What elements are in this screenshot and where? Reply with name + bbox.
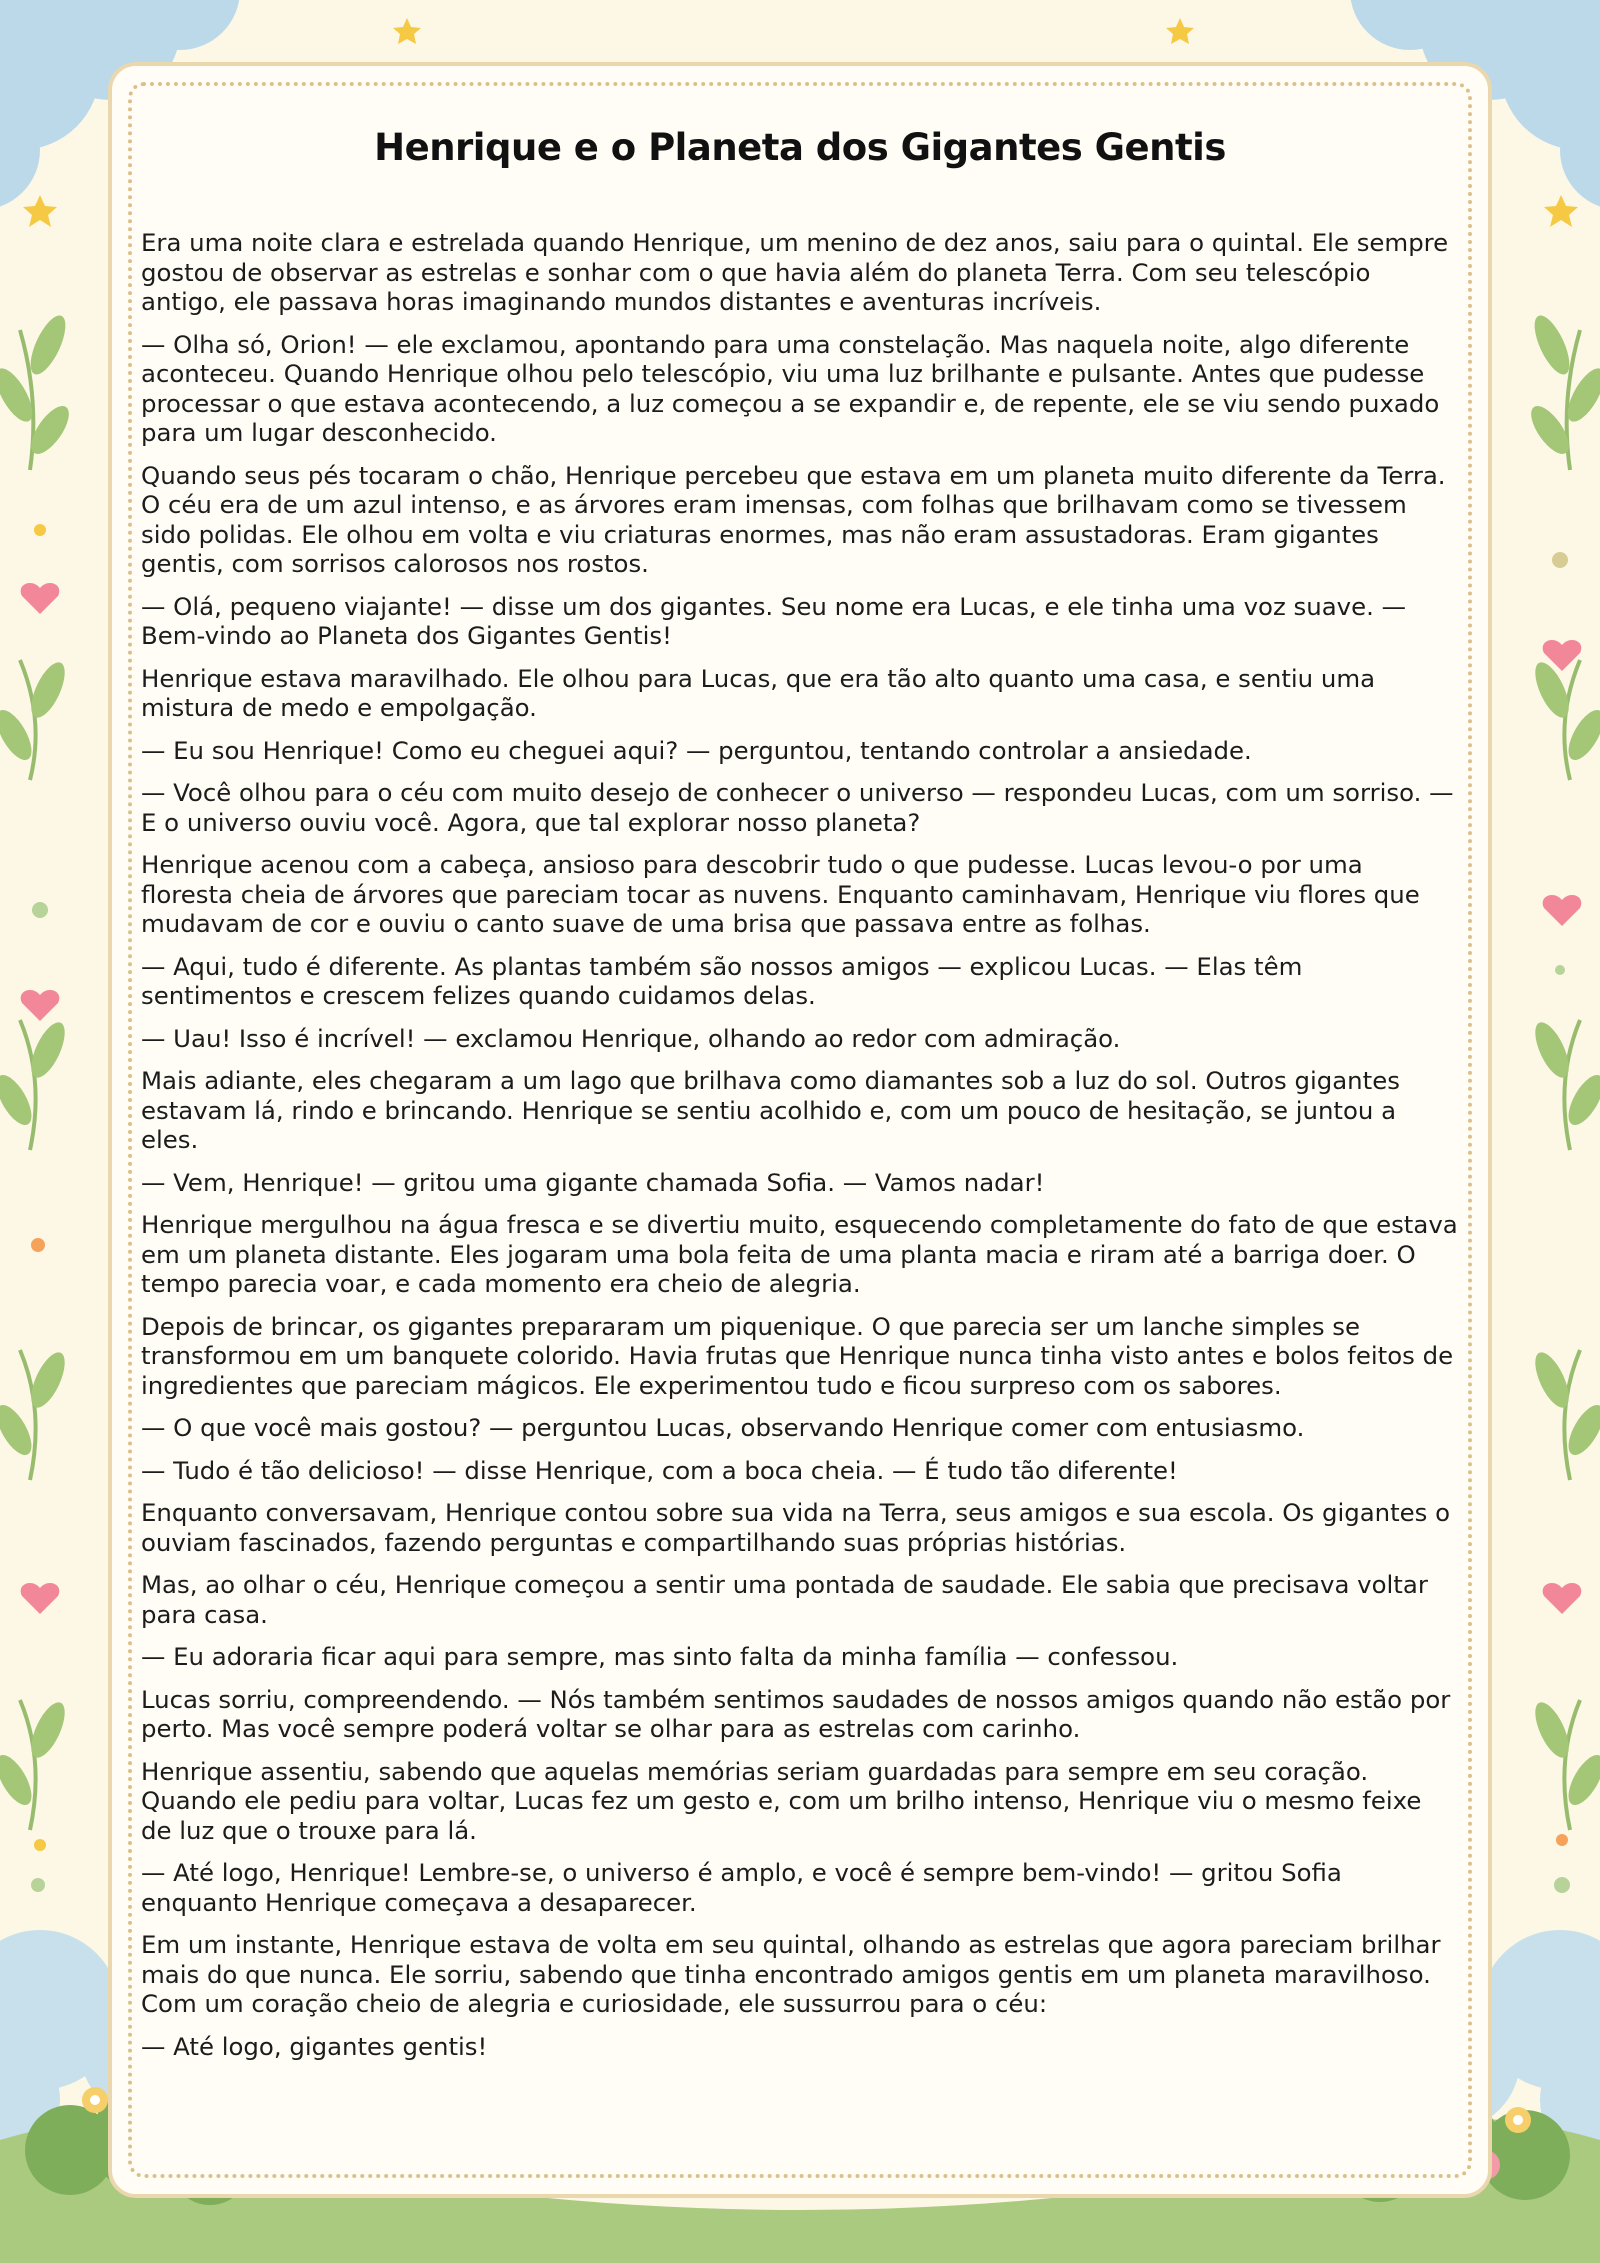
story-paragraph: Henrique estava maravilhado. Ele olhou para Lucas, que era tão alto quanto uma casa, e sentiu uma mistura de medo e empolgação.: [141, 663, 1376, 722]
story-paragraph: — Uau! Isso é incrível! — exclamou Henrique, olhando ao redor com admiração.: [141, 1023, 1121, 1053]
story-paragraph: Mas, ao olhar o céu, Henrique começou a sentir uma pontada de saudade. Ele sabia que precisava voltar para casa.: [141, 1570, 1428, 1629]
story-paragraph: — Vem, Henrique! — gritou uma gigante chamada Sofia. — Vamos nadar!: [141, 1167, 1045, 1197]
story-paragraph: Henrique assentiu, sabendo que aquelas memórias seriam guardadas para sempre em seu coração. Quando ele pediu para voltar, Lucas fez um gesto e, com um brilho intenso, Henrique viu o mesmo feixe de luz que o trouxe para lá.: [141, 1756, 1422, 1845]
story-paragraph: Em um instante, Henrique estava de volta em seu quintal, olhando as estrelas que agora pareciam brilhar mais do que nunca. Ele sorriu, sabendo que tinha encontrado amigos gentis em um planeta maravilhoso. Com um coração cheio de alegria e curiosidade, ele sussurrou para o céu:: [141, 1930, 1441, 2018]
story-paragraph: Era uma noite clara e estrelada quando Henrique, um menino de dez anos, saiu para o quintal. Ele sempre gostou de observar as estrelas e sonhar com o que havia além do planeta Terra. Com seu telescópio antigo, ele passava horas imaginando mundos distantes e aventuras incríveis.: [141, 228, 1449, 316]
story-body: [141, 228, 1459, 2074]
story-paragraph: Quando seus pés tocaram o chão, Henrique percebeu que estava em um planeta muito diferente da Terra. O céu era de um azul intenso, e as árvores eram imensas, com folhas que brilhavam como se tivessem sido polidas. Ele olhou em volta e viu criaturas enormes, mas não eram assustadoras. Eram gigantes gentis, com sorrisos calorosos nos rostos.: [141, 460, 1446, 578]
story-paragraph: Mais adiante, eles chegaram a um lago que brilhava como diamantes sob a luz do sol. Outros gigantes estavam lá, rindo e brincando. Henrique se sentiu acolhido e, com um pouco de hesitação, se juntou a eles.: [141, 1066, 1400, 1154]
story-paragraph: — Eu sou Henrique! Como eu cheguei aqui? — perguntou, tentando controlar a ansiedade.: [141, 735, 1252, 765]
story-paragraph: — Até logo, gigantes gentis!: [141, 2031, 488, 2061]
story-paragraph: Lucas sorriu, compreendendo. — Nós também sentimos saudades de nossos amigos quando não estão por perto. Mas você sempre poderá voltar se olhar para as estrelas com carinho.: [141, 1684, 1451, 1743]
story-paragraph: Enquanto conversavam, Henrique contou sobre sua vida na Terra, seus amigos e sua escola. Os gigantes o ouviam fascinados, fazendo perguntas e compartilhando suas próprias histórias.: [141, 1498, 1451, 1557]
story-paragraph: — O que você mais gostou? — perguntou Lucas, observando Henrique comer com entusiasmo.: [141, 1413, 1305, 1442]
story-paragraph: — Você olhou para o céu com muito desejo de conhecer o universo — respondeu Lucas, com um sorriso. — E o universo ouviu você. Agora, que tal explorar nosso planeta?: [141, 778, 1454, 837]
story-paragraph: — Eu adoraria ficar aqui para sempre, mas sinto falta da minha família — confessou.: [141, 1642, 1179, 1671]
story-paragraph: Depois de brincar, os gigantes prepararam um piquenique. O que parecia ser um lanche simples se transformou em um banquete colorido. Havia frutas que Henrique nunca tinha visto antes e bolos feitos de ingredientes que pareciam mágicos. Ele experimentou tudo e ficou surpreso com os sabores.: [141, 1311, 1454, 1400]
story-paragraph: — Olha só, Orion! — ele exclamou, apontando para uma constelação. Mas naquela noite, algo diferente aconteceu. Quando Henrique olhou pelo telescópio, viu uma luz brilhante e pulsante. Antes que pudesse processar o que estava acontecendo, a luz começou a se expandir e, de repente, ele se viu sendo puxado para um lugar desconhecido.: [141, 329, 1440, 447]
story-paragraph: — Tudo é tão delicioso! — disse Henrique, com a boca cheia. — É tudo tão diferente!: [141, 1455, 1178, 1485]
story-title: Henrique e o Planeta dos Gigantes Gentis: [374, 126, 1226, 169]
story-paragraph: Henrique mergulhou na água fresca e se divertiu muito, esquecendo completamente do fato de que estava em um planeta distante. Eles jogaram uma bola feita de uma planta macia e riram até a barriga doer. O tempo parecia voar, e cada momento era cheio de alegria.: [141, 1210, 1458, 1298]
story-paragraph: — Até logo, Henrique! Lembre-se, o universo é amplo, e você é sempre bem-vindo! — gritou Sofia enquanto Henrique começava a desaparecer.: [141, 1858, 1342, 1917]
story-paragraph: — Olá, pequeno viajante! — disse um dos gigantes. Seu nome era Lucas, e ele tinha uma voz suave. — Bem-vindo ao Planeta dos Gigantes Gentis!: [141, 591, 1406, 650]
story-paragraph: — Aqui, tudo é diferente. As plantas também são nossos amigos — explicou Lucas. — Elas têm sentimentos e crescem felizes quando cuidamos delas.: [141, 951, 1303, 1010]
story-paragraph: Henrique acenou com a cabeça, ansioso para descobrir tudo o que pudesse. Lucas levou-o por uma floresta cheia de árvores que pareciam tocar as nuvens. Enquanto caminhavam, Henrique viu flores que mudavam de cor e ouviu o canto suave de uma brisa que passava entre as folhas.: [141, 850, 1420, 938]
